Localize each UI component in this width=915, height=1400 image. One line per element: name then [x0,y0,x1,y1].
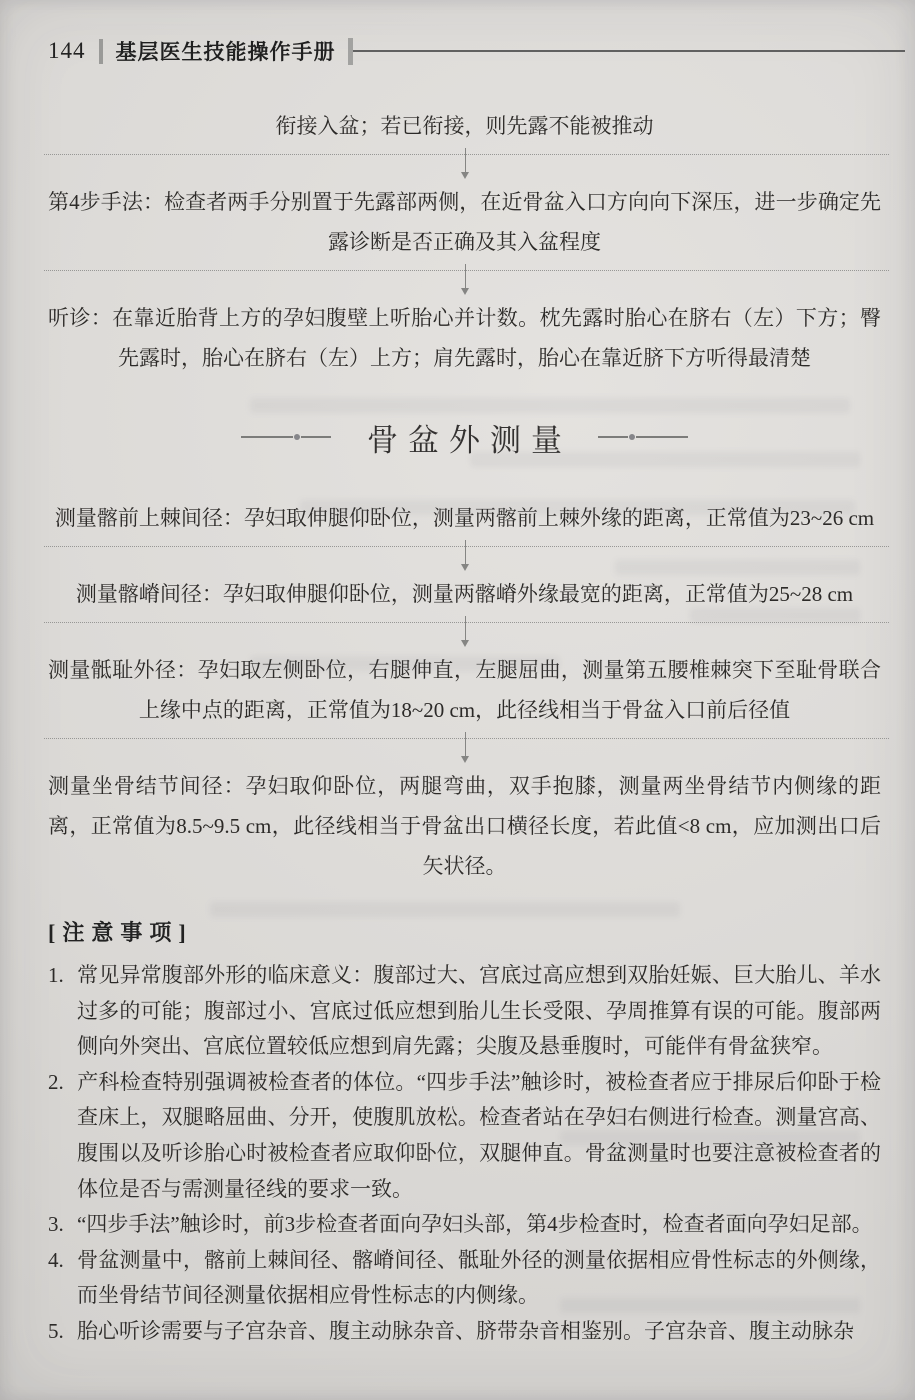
dotted-divider [44,546,889,547]
flow-step-interspinous-diameter: 测量髂前上棘间径：孕妇取伸腿仰卧位，测量两髂前上棘外缘的距离，正常值为23~26 cm [54,506,875,530]
flow-separator [48,146,881,182]
note-item [48,1314,881,1350]
flow-separator [48,538,881,574]
title-ornament-left [241,434,331,440]
flow-step-external-conjugate: 测量骶耻外径：孕妇取左侧卧位，右腿伸直，左腿屈曲，测量第五腰椎棘突下至耻骨联合上缘中点的距离，正常值为18~20 cm，此径线相当于骨盆入口前后径值 [48,658,881,722]
flow-step-auscultation: 听诊：在靠近胎背上方的孕妇腹壁上听胎心并计数。枕先露时胎心在脐右（左）下方；臀先露时，胎心在脐右（左）上方；肩先露时，胎心在靠近脐下方听得最清楚 [48,306,881,370]
notes-list [48,958,881,1350]
note-number: 1. [48,963,64,987]
dotted-divider [44,270,889,271]
page-header [48,36,881,66]
flow-separator [48,614,881,650]
down-arrow-icon [465,616,466,642]
note-item [48,958,881,1065]
note-text: 骨盆测量中，髂前上棘间径、髂嵴间径、骶耻外径的测量依据相应骨性标志的外侧缘，而坐骨结节间径测量依据相应骨性标志的内侧缘。 [77,1247,881,1308]
note-number: 3. [48,1212,64,1237]
note-text: 胎心听诊需要与子宫杂音、腹主动脉杂音、脐带杂音相鉴别。子宫杂音、腹主动脉杂 [77,1318,854,1343]
note-text: 常见异常腹部外形的临床意义：腹部过大、宫底过高应想到双胎妊娠、巨大胎儿、羊水过多的可能；腹部过小、宫底过低应想到胎儿生长受限、孕周推算有误的可能。腹部两侧向外突出、宫底位置较低应想到肩先露；尖腹及悬垂腹时，可能伴有骨盆狭窄。 [77,963,881,1059]
note-number: 5. [48,1318,64,1343]
section-title: 骨盆外测量 [367,422,572,458]
header-rule [353,50,906,52]
flow-step-engagement: 衔接入盆；若已衔接，则先露不能被推动 [275,114,654,138]
dotted-divider [44,154,889,155]
header-divider-bar [99,39,103,64]
flow-separator [48,262,881,298]
flow-step-intercristal-diameter: 测量髂嵴间径：孕妇取伸腿仰卧位，测量两髂嵴外缘最宽的距离，正常值为25~28 cm [75,582,854,606]
down-arrow-icon [465,264,466,290]
down-arrow-icon [465,732,466,758]
notes-heading: [注意事项] [48,920,193,945]
page-number: 144 [48,38,86,63]
print-bleedthrough [250,398,850,413]
print-bleedthrough [210,902,680,917]
dotted-divider [44,738,889,739]
book-title: 基层医生技能操作手册 [115,40,336,64]
note-text: 产科检查特别强调被检查者的体位。“四步手法”触诊时，被检查者应于排尿后仰卧于检查床上，双腿略屈曲、分开，使腹肌放松。检查者站在孕妇右侧进行检查。测量宫高、腹围以及听诊胎心时被检查者应取仰卧位，双腿伸直。骨盆测量时也要注意被检查者的体位是否与需测量径线的要求一致。 [77,1069,881,1201]
flow-separator [48,730,881,766]
note-text: “四步手法”触诊时，前3步检查者面向孕妇头部，第4步检查时，检查者面向孕妇足部。 [77,1212,873,1237]
flow-step-intertuberous-diameter: 测量坐骨结节间径：孕妇取仰卧位，两腿弯曲，双手抱膝，测量两坐骨结节内侧缘的距离，正常值为8.5~9.5 cm，此径线相当于骨盆出口横径长度，若此值<8 cm，应加测出口后矢状径。 [48,774,881,878]
flow-step-4th-maneuver: 第4步手法：检查者两手分别置于先露部两侧，在近骨盆入口方向向下深压，进一步确定先露诊断是否正确及其入盆程度 [48,190,881,254]
note-number: 4. [48,1247,64,1272]
section-heading-row [48,414,881,460]
note-item [48,1207,881,1243]
note-item [48,1243,881,1314]
title-ornament-right [598,434,688,440]
dotted-divider [44,622,889,623]
down-arrow-icon [465,540,466,566]
note-number: 2. [48,1069,64,1094]
down-arrow-icon [465,148,466,174]
note-item [48,1065,881,1207]
